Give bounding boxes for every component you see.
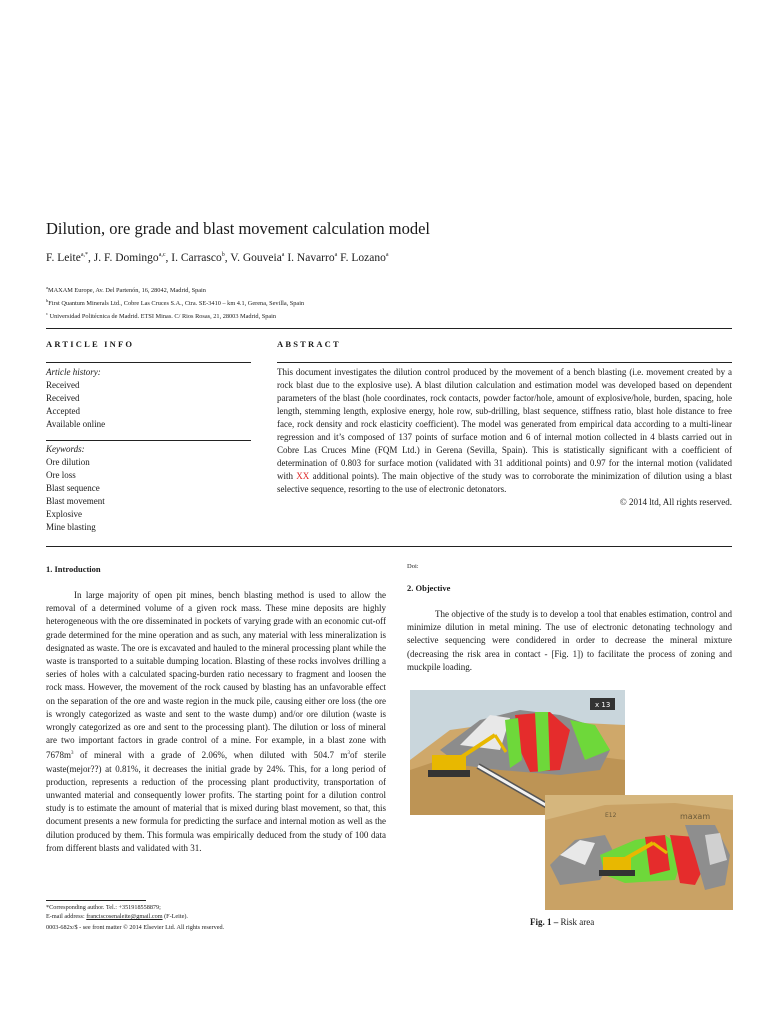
author-list: F. Leite$^{a,*}$, J. F. Domingo$^{a,c}$, I. Carrasco$^b$, V. Gouveia$^a$ I. Navarro$^a$ F. Lozano$^a$ bbox=[46, 252, 389, 264]
keyword-item: Mine blasting bbox=[46, 522, 96, 532]
author-name: F. Leite bbox=[46, 252, 81, 264]
keyword-item: Blast sequence bbox=[46, 483, 100, 493]
figure-brand-label: maxam bbox=[680, 812, 711, 821]
author-affil-mark: a bbox=[281, 252, 285, 259]
footnotes bbox=[46, 903, 386, 932]
article-info bbox=[46, 366, 251, 534]
abstract-highlight: XX bbox=[296, 471, 310, 481]
affiliations bbox=[46, 283, 304, 322]
history-item: Received bbox=[46, 380, 80, 390]
abstract-bottom-divider bbox=[46, 546, 732, 547]
intro-heading: 1. Introduction bbox=[46, 564, 101, 574]
author-affil-mark: a bbox=[385, 252, 389, 259]
keyword-item: Explosive bbox=[46, 509, 82, 519]
author-affil-mark: b bbox=[221, 252, 225, 259]
affiliation-line: $^c$ Universidad Politécnica de Madrid. ETSI Minas. C/ Rios Rosas, 21, 28003 Madrid, Spain bbox=[46, 311, 277, 321]
figure-tag-label: x 13 bbox=[595, 701, 611, 709]
history-item: Received bbox=[46, 393, 80, 403]
header-divider bbox=[46, 328, 732, 329]
objective-paragraph: The objective of the study is to develop a tool that enables estimation, control and minimize dilution in metal mining. The use of electronic detonating technology and selective sequencing were condidered in order to decrease the mineral mixture (decreasing the risk area in contact - [Fig. 1]) to facilitate the process of zoning and muckpile loading. bbox=[407, 609, 732, 672]
history-heading: Article history: bbox=[46, 367, 101, 377]
keyword-item: Blast movement bbox=[46, 496, 105, 506]
abstract-divider bbox=[277, 362, 732, 363]
doi-label: Doi: bbox=[407, 563, 419, 570]
author-name: V. Gouveia bbox=[230, 252, 282, 264]
author-name: F. Lozano bbox=[340, 252, 386, 264]
author-name: J. F. Domingo bbox=[93, 252, 159, 264]
figure-caption bbox=[530, 917, 594, 927]
abstract-body bbox=[277, 366, 732, 509]
intro-paragraph: In large majority of open pit mines, bench blasting method is used to allow the removal of a determined volume of a given rock mass. These mine deposits are highly heterogeneous with the ore disseminated in pockets of varying grade with an economic cut-off grade determined for the mine operation and as such, any material with less mineralization is designated as waste. The ore is excavated and hauled to the mineral processing plant while the waste is transported to a suitable dumping location. Blasting of these rocks involves drilling a series of holes with a calculated spacing-burden ratio necessary to fragment and loosen the rock mass. However, the movement of the rock caused by blasting has an unfavorable effect on the separation of the ore and waste region in the muck pile, causing either ore loss (the ore is wrongly categorized as waste and sent to the waste dump) and/or ore dilution (waste is wrongly categorized as ore and sent to the processing plant). The dilution or loss of mineral are two important factors in grade control of a mine. For example, in a blast zone with $7678m^3$ of mineral with a grade of 2.06%, when diluted with 504.7 $m^3of$ sterile waste(mejor??) at 0.81%, it decreases the initial grade by 24%. This, for a long period of production, represents a reduction of the processing plant productivity, transportation of unwanted material and consequently lower profits. The starting point for a dilution control study is to estimate the amount of material that is mixed during blast movement, so that, this document presents a new formula for predicting the surface and internal motion as well as the dilution produced by them. This formula was empirically deduced from the study of 100 data from different blasts and validated with 31. bbox=[46, 590, 386, 853]
author-name: I. Navarro bbox=[287, 252, 335, 264]
figure-tag-label: E12 bbox=[605, 812, 617, 819]
info-divider bbox=[46, 362, 251, 363]
author-name: I. Carrasco bbox=[171, 252, 222, 264]
abstract-copyright: © 2014 ltd, All rights reserved. bbox=[619, 497, 732, 507]
keyword-item: Ore dilution bbox=[46, 457, 90, 467]
footnote-divider bbox=[46, 900, 146, 901]
objective-heading: 2. Objective bbox=[407, 583, 451, 593]
history-item: Accepted bbox=[46, 406, 80, 416]
figure-panel-after bbox=[545, 795, 733, 910]
issn-line: 0003-682x/$ - see front matter © 2014 Elsevier Ltd. All rights reserved. bbox=[46, 924, 225, 931]
affiliation-line: $^b$First Quantum Minerals Ltd., Cobre Las Cruces S.A., Ctra. SE-3410 – km 4.1, Gerena, Sevilla, Spain bbox=[46, 298, 305, 308]
history-item: Available online bbox=[46, 419, 106, 429]
figure-label: Fig. 1 – bbox=[530, 917, 559, 927]
email-link[interactable]: franciscosenaleite@gmail.com bbox=[86, 913, 163, 920]
keywords-heading: Keywords: bbox=[46, 444, 85, 454]
corresponding-author: *Corresponding author. Tel.: +351918558879; bbox=[46, 904, 161, 911]
author-affil-mark: a bbox=[334, 252, 338, 259]
email-line: E-mail address: franciscosenaleite@gmail.com (F-Leite). bbox=[46, 913, 188, 920]
article-info-label: ARTICLE INFO bbox=[46, 339, 135, 349]
abstract-text: This document investigates the dilution control produced by the movement of a bench blasting (i.e. movement created by a rock blast due to the explosive use). A blast dilution calculation and estimation model was developed based on dependent parameters of the blast (hole coordinates, rock contacts, powder factor/hole, amount of explosive/hole, burden, spacing, hole length, stemming length, explosive energy, hole row, sub-drilling, blast sequence, stiffness ratio, blast hole distance to free face, rock density and rock elasticity coefficient). The model was generated from empirical data according to a multi-linear regression and it’s composed of 137 points of surface motion and 6 of internal motion collected in 4 blasts carried out in Cobre Las Cruces Mine (FQM Ltd.) in Gerena (Sevilla, Spain). This is statistically significant with a coefficient of determination of 0.803 for surface motion (validated with 31 additional points) and 0.97 for the internal motion (validated with bbox=[277, 367, 732, 481]
figure-caption-text: Risk area bbox=[558, 917, 595, 927]
blast-scene-after-image bbox=[545, 795, 733, 910]
affiliation-line: $^a$MAXAM Europe, Av. Del Partenón, 16, 28042, Madrid, Spain bbox=[46, 285, 206, 295]
abstract-text: additional points). The main objective of the study was to corroborate the minimization of dilution using a blast selective sequence, resorting to the use of electronic detonators. bbox=[277, 471, 732, 494]
author-affil-mark: a,c bbox=[158, 252, 166, 259]
keyword-item: Ore loss bbox=[46, 470, 76, 480]
paper-title: Dilution, ore grade and blast movement calculation model bbox=[46, 219, 430, 238]
abstract-label: ABSTRACT bbox=[277, 339, 341, 349]
author-affil-mark: a,* bbox=[80, 252, 89, 259]
keywords-divider bbox=[46, 440, 251, 441]
